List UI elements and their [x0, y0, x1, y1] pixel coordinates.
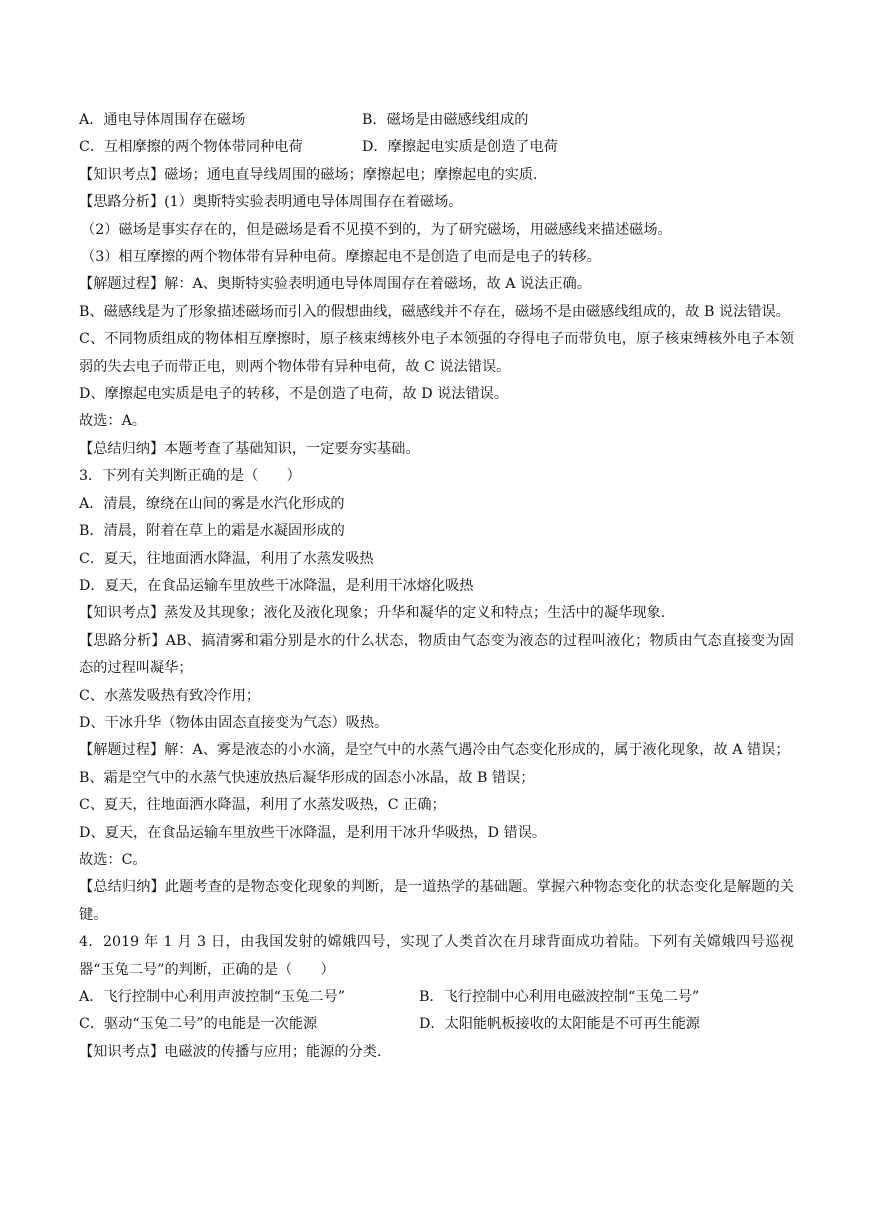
q3-option-b: B．清晨，附着在草上的霜是水凝固形成的 [79, 523, 345, 540]
q2-options-row-2 [79, 134, 794, 161]
q4-option-d: D．太阳能帆板接收的太阳能是不可再生能源 [419, 1016, 700, 1033]
q3-option-c: C．夏天，往地面洒水降温，利用了水蒸发吸热 [79, 550, 374, 567]
q3-analysis-1: 【思路分析】AB、搞清雾和霜分别是水的什么状态，物质由气态变为液态的过程叫液化；物质由气态直接变为固态的过程叫凝华； [79, 632, 794, 677]
q3-stem: 3．下列有关判断正确的是（ ） [79, 468, 301, 485]
q2-answer: 故选：A。 [79, 413, 146, 430]
q3-process-a: 【解题过程】解：A、雾是液态的小水滴，是空气中的水蒸气遇冷由气态变化形成的，属于液化现象，故 A 错误； [79, 742, 790, 759]
q2-process-d: D、摩擦起电实质是电子的转移，不是创造了电荷，故 D 说法错误。 [79, 386, 509, 403]
q4-options-row-1 [79, 984, 794, 1011]
q4-option-b: B．飞行控制中心利用电磁波控制“玉兔二号” [419, 989, 700, 1005]
q3-knowledge: 【知识考点】蒸发及其现象；液化及液化现象；升华和凝华的定义和特点；生活中的凝华现象． [79, 605, 675, 622]
page-content [79, 107, 794, 1066]
q2-knowledge: 【知识考点】磁场；通电直导线周围的磁场；摩擦起电；摩擦起电的实质． [79, 166, 548, 183]
q4-option-a: A．飞行控制中心利用声波控制“玉兔二号” [79, 989, 345, 1005]
q2-summary: 【总结归纳】本题考查了基础知识，一定要夯实基础。 [79, 440, 420, 457]
q4-option-c: C．驱动“玉兔二号”的电能是一次能源 [79, 1016, 318, 1033]
q2-process-a: 【解题过程】解：A、奥斯特实验表明通电导体周围存在着磁场，故 A 说法正确。 [79, 276, 591, 293]
q2-options-row-1 [79, 107, 794, 134]
q2-option-d: D．摩擦起电实质是创造了电荷 [362, 139, 558, 156]
q2-analysis-2: （2）磁场是事实存在的，但是磁场是看不见摸不到的，为了研究磁场，用磁感线来描述磁场。 [81, 221, 672, 238]
q3-analysis-3: D、干冰升华（物体由固态直接变为气态）吸热。 [79, 714, 389, 731]
q3-option-d: D．夏天，在食品运输车里放些干冰降温，是利用干冰熔化吸热 [79, 577, 474, 594]
q3-process-d: D、夏天，在食品运输车里放些干冰降温，是利用干冰升华吸热，D 错误。 [79, 824, 547, 841]
q2-process-b: B、磁感线是为了形象描述磁场而引入的假想曲线，磁感线并不存在，磁场不是由磁感线组成的，故 B 说法错误。 [79, 303, 790, 320]
q3-answer: 故选：C。 [79, 851, 147, 868]
q2-analysis-3: （3）相互摩擦的两个物体带有异种电荷。摩擦起电不是创造了电而是电子的转移。 [81, 249, 601, 266]
q4-stem: 4．2019 年 1 月 3 日，由我国发射的嫦娥四号，实现了人类首次在月球背面成功着陆。下列有关嫦娥四号巡视器“玉兔二号”的判断，正确的是（ ） [79, 934, 794, 978]
q2-analysis-1: 【思路分析】(1）奥斯特实验表明通电导体周围存在着磁场。 [79, 194, 463, 211]
q3-option-a: A．清晨，缭绕在山间的雾是水汽化形成的 [79, 495, 345, 512]
q4-knowledge: 【知识考点】电磁波的传播与应用；能源的分类． [79, 1043, 392, 1060]
q3-process-b: B、霜是空气中的水蒸气快速放热后凝华形成的固态小冰晶，故 B 错误； [79, 769, 535, 786]
q3-analysis-2: C、水蒸发吸热有致冷作用； [79, 687, 261, 704]
q2-option-a: A．通电导体周围存在磁场 [79, 112, 246, 128]
q2-process-c: C、不同物质组成的物体相互摩擦时，原子核束缚核外电子本领强的夺得电子而带负电，原子核束缚核外电子本领弱的失去电子而带正电，则两个物体带有异种电荷，故 C 说法错误。 [79, 331, 794, 375]
q3-summary: 【总结归纳】此题考查的是物态变化现象的判断，是一道热学的基础题。掌握六种物态变化的状态变化是解题的关键。 [79, 879, 794, 923]
q3-process-c: C、夏天，往地面洒水降温，利用了水蒸发吸热，C 正确； [79, 797, 446, 814]
q2-option-c: C．互相摩擦的两个物体带同种电荷 [79, 139, 303, 156]
q4-options-row-2 [79, 1011, 794, 1038]
q2-option-b: B．磁场是由磁感线组成的 [362, 112, 529, 128]
